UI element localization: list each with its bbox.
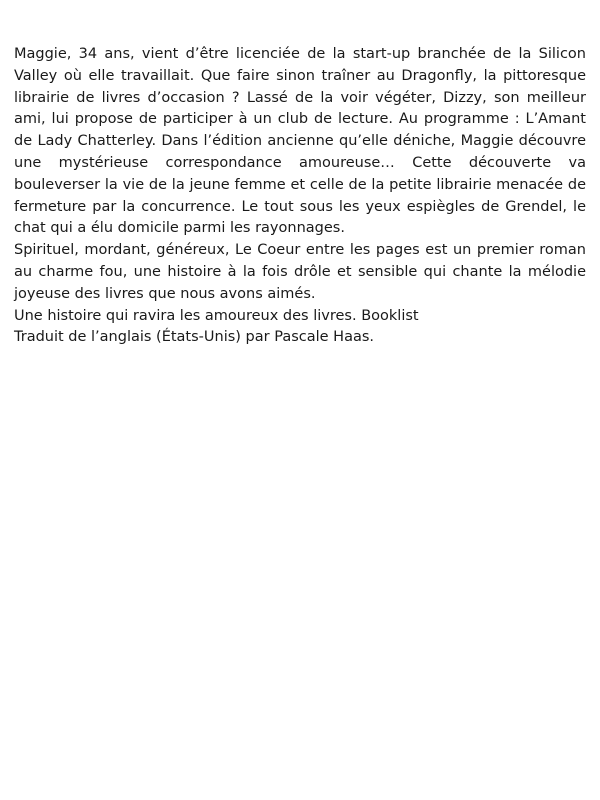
press-quote: Une histoire qui ravira les amoureux des livres. Booklist: [14, 307, 419, 324]
synopsis-paragraph: Maggie, 34 ans, vient d’être licenciée de la start-up branchée de la Silicon Valley où elle travaillait. Que faire sinon traîner au Dragonfly, la pittoresque librairie de livres d’occasion ? Lassé de la voir végéter, Dizzy, son meilleur ami, lui propose de participer à un club de lecture. Au programme : L’Amant de Lady Chatterley. Dans l’édition ancienne qu’elle déniche, Maggie découvre une mystérieuse correspondance amoureuse… Cette découverte va bouleverser la vie de la jeune femme et celle de la petite librairie menacée de fermeture par la concurrence. Le tout sous les yeux espiègles de Grendel, le chat qui a élu domicile parmi les rayonnages.: [14, 46, 586, 237]
translator-credit: Traduit de l’anglais (États-Unis) par Pascale Haas.: [14, 329, 375, 346]
review-paragraph: Spirituel, mordant, généreux, Le Coeur entre les pages est un premier roman au charme fou, une histoire à la fois drôle et sensible qui chante la mélodie joyeuse des livres que nous avons aimés.: [14, 242, 586, 302]
document-body: [14, 44, 586, 349]
